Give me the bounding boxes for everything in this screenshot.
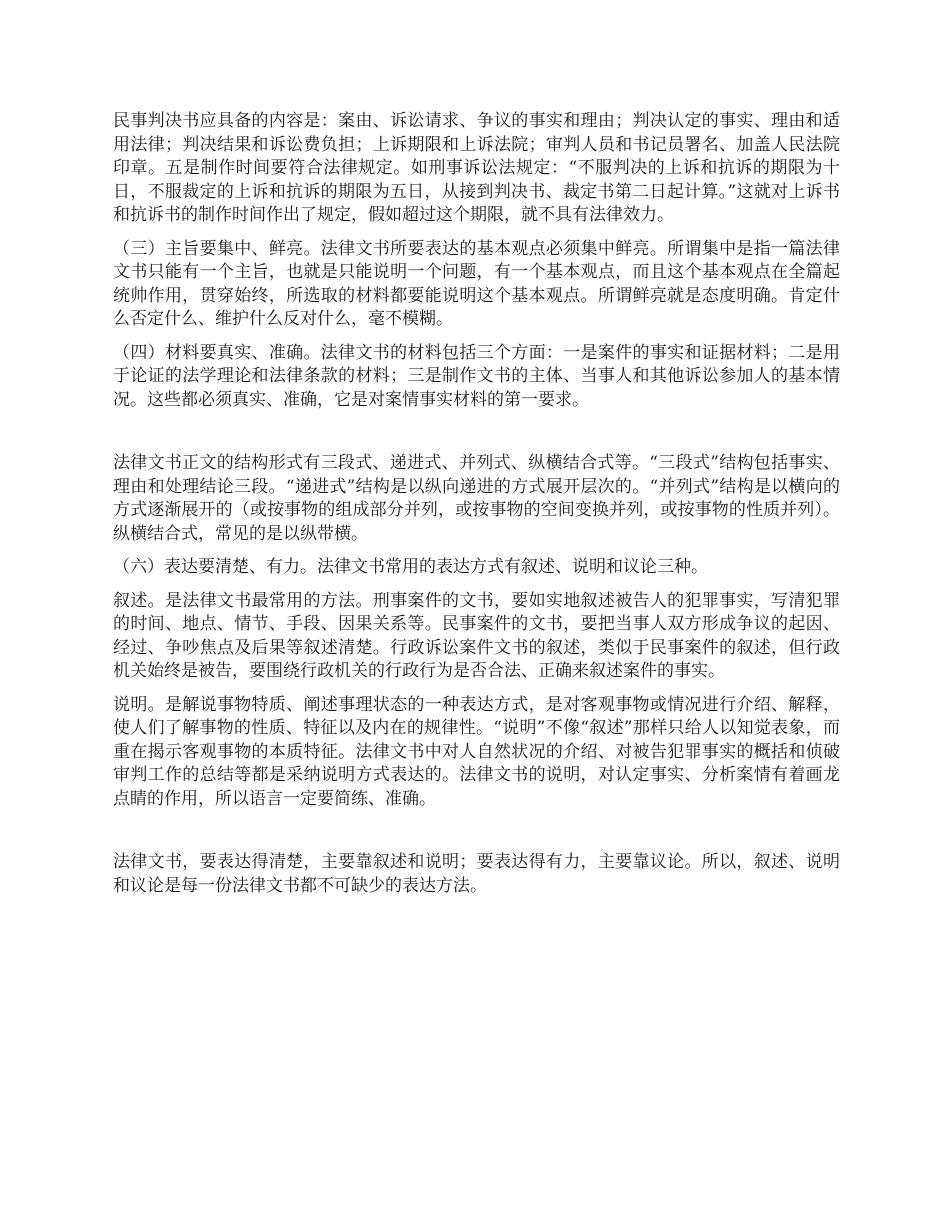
paragraph-spacer [113,580,840,590]
paragraph-spacer [113,684,840,694]
section-spacer [113,811,840,851]
paragraph-material-accurate: （四）材料要真实、准确。法律文书的材料包括三个方面：一是案件的事实和证据材料；二是用于论证的法学理论和法律条款的材料；三是制作文书的主体、当事人和其他诉讼参加人的基本情况。这些都必须真实、准确，它是对案情事实材料的第一要求。 [113,342,840,410]
paragraph-explanation: 说明。是解说事物特质、阐述事理状态的一种表达方式，是对客观事物或情况进行介绍、解释，使人们了解事物的性质、特征以及内在的规律性。“说明”不像“叙述”那样只给人以知觉表象，而重在揭示客观事物的本质特征。法律文书中对人自然状况的介绍、对被告犯罪事实的概括和侦破审判工作的总结等都是采纳说明方式表达的。法律文书的说明，对认定事实、分析案情有着画龙点睛的作用，所以语言一定要简练、准确。 [113,694,840,809]
paragraph-spacer [113,228,840,238]
paragraph-narration: 叙述。是法律文书最常用的方法。刑事案件的文书，要如实地叙述被告人的犯罪事实，写清犯罪的时间、地点、情节、手段、因果关系等。民事案件的文书，要把当事人双方形成争议的起因、经过、争吵焦点及后果等叙述清楚。行政诉讼案件文书的叙述，类似于民事案件的叙述，但行政机关始终是被告，要围绕行政机关的行政行为是否合法、正确来叙述案件的事实。 [113,590,840,681]
paragraph-civil-judgment-contents: 民事判决书应具备的内容是：案由、诉讼请求、争议的事实和理由；判决认定的事实、理由和适用法律；判决结果和诉讼费负担；上诉期限和上诉法院；审判人员和书记员署名、加盖人民法院印章。五是制作时间要符合法律规定。如刑事诉讼法规定：“不服判决的上诉和抗诉的期限为十日，不服裁定的上诉和抗诉的期限为五日，从接到判决书、裁定书第二日起计算。”这就对上诉书和抗诉书的制作时间作出了规定，假如超过这个期限，就不具有法律效力。 [113,111,840,225]
paragraph-theme-focused: （三）主旨要集中、鲜亮。法律文书所要表达的基本观点必须集中鲜亮。所谓集中是指一篇法律文书只能有一个主旨，也就是只能说明一个问题，有一个基本观点，而且这个基本观点在全篇起统帅作用，贯穿始终，所选取的材料都要能说明这个基本观点。所谓鲜亮就是态度明确。肯定什么否定什么、维护什么反对什么，毫不模糊。 [113,238,840,329]
paragraph-structure-forms: 法律文书正文的结构形式有三段式、递进式、并列式、纵横结合式等。“三段式”结构包括事实、理由和处理结论三段。“递进式”结构是以纵向递进的方式展开层次的。“并列式”结构是以横向的方式逐渐展开的（或按事物的组成部分并列，或按事物的空间变换并列，或按事物的性质并列）。纵横结合式，常见的是以纵带横。 [113,453,840,544]
paragraph-conclusion: 法律文书，要表达得清楚，主要靠叙述和说明；要表达得有力，主要靠议论。所以，叙述、说明和议论是每一份法律文书都不可缺少的表达方法。 [113,852,840,896]
paragraph-expression-clear: （六）表达要清楚、有力。法律文书常用的表达方式有叙述、说明和议论三种。 [113,557,708,577]
section-spacer [113,412,840,452]
paragraph-spacer [113,332,840,342]
paragraph-spacer [113,546,840,556]
